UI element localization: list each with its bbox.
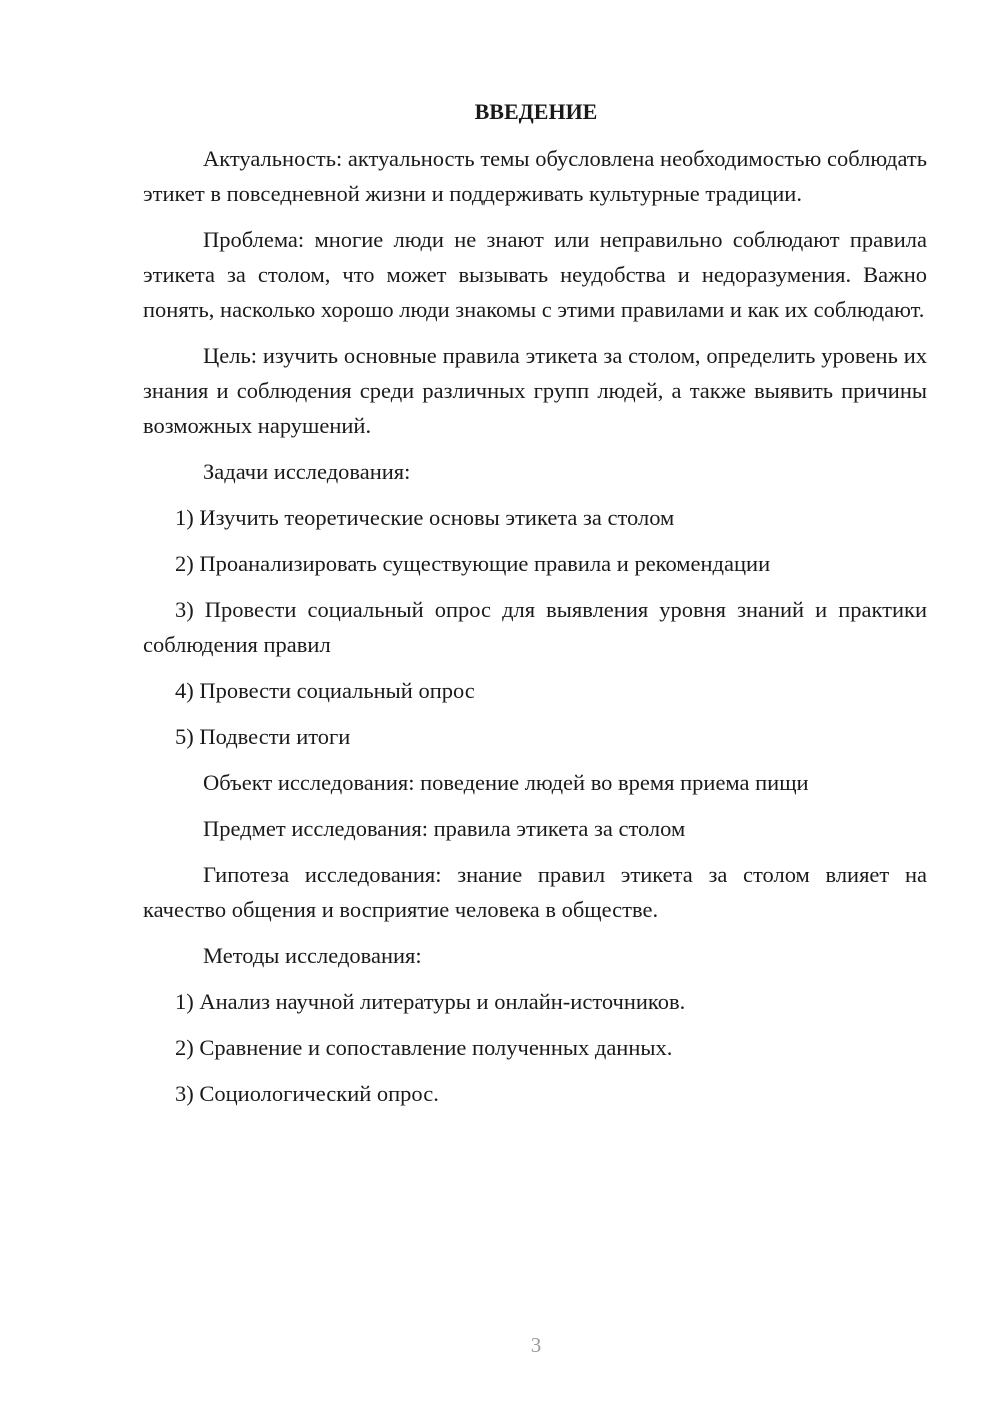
task-item-5: 5) Подвести итоги — [175, 724, 351, 749]
hypothesis-paragraph: Гипотеза исследования: знание правил этикета за столом влияет на качество общения и восприятие человека в обществе. — [143, 862, 927, 922]
method-item-3: 3) Социологический опрос. — [175, 1081, 439, 1106]
page-title: ВВЕДЕНИЕ — [474, 99, 598, 124]
research-subject: Предмет исследования: правила этикета за столом — [203, 816, 686, 841]
task-item-4: 4) Провести социальный опрос — [175, 678, 475, 703]
relevance-paragraph: Актуальность: актуальность темы обусловлена необходимостью соблюдать этикет в повседневной жизни и поддерживать культурные традиции. — [143, 146, 927, 206]
problem-paragraph: Проблема: многие люди не знают или неправильно соблюдают правила этикета за столом, что может вызывать неудобства и недоразумения. Важно понять, насколько хорошо люди знакомы с этими правилами и как их соблюдают. — [143, 227, 927, 322]
page-number: 3 — [530, 1333, 542, 1357]
task-item-2: 2) Проанализировать существующие правила и рекомендации — [175, 551, 771, 576]
method-item-1: 1) Анализ научной литературы и онлайн-источников. — [175, 989, 686, 1014]
methods-title: Методы исследования: — [203, 943, 422, 968]
goal-paragraph: Цель: изучить основные правила этикета за столом, определить уровень их знания и соблюдения среди различных групп людей, а также выявить причины возможных нарушений. — [143, 343, 927, 438]
method-item-2: 2) Сравнение и сопоставление полученных данных. — [175, 1035, 673, 1060]
research-object: Объект исследования: поведение людей во время приема пищи — [203, 770, 809, 795]
task-item-3: 3) Провести социальный опрос для выявления уровня знаний и практики соблюдения правил — [143, 597, 927, 657]
tasks-title: Задачи исследования: — [203, 459, 411, 484]
task-item-1: 1) Изучить теоретические основы этикета за столом — [175, 505, 675, 530]
page-content — [143, 94, 927, 1122]
